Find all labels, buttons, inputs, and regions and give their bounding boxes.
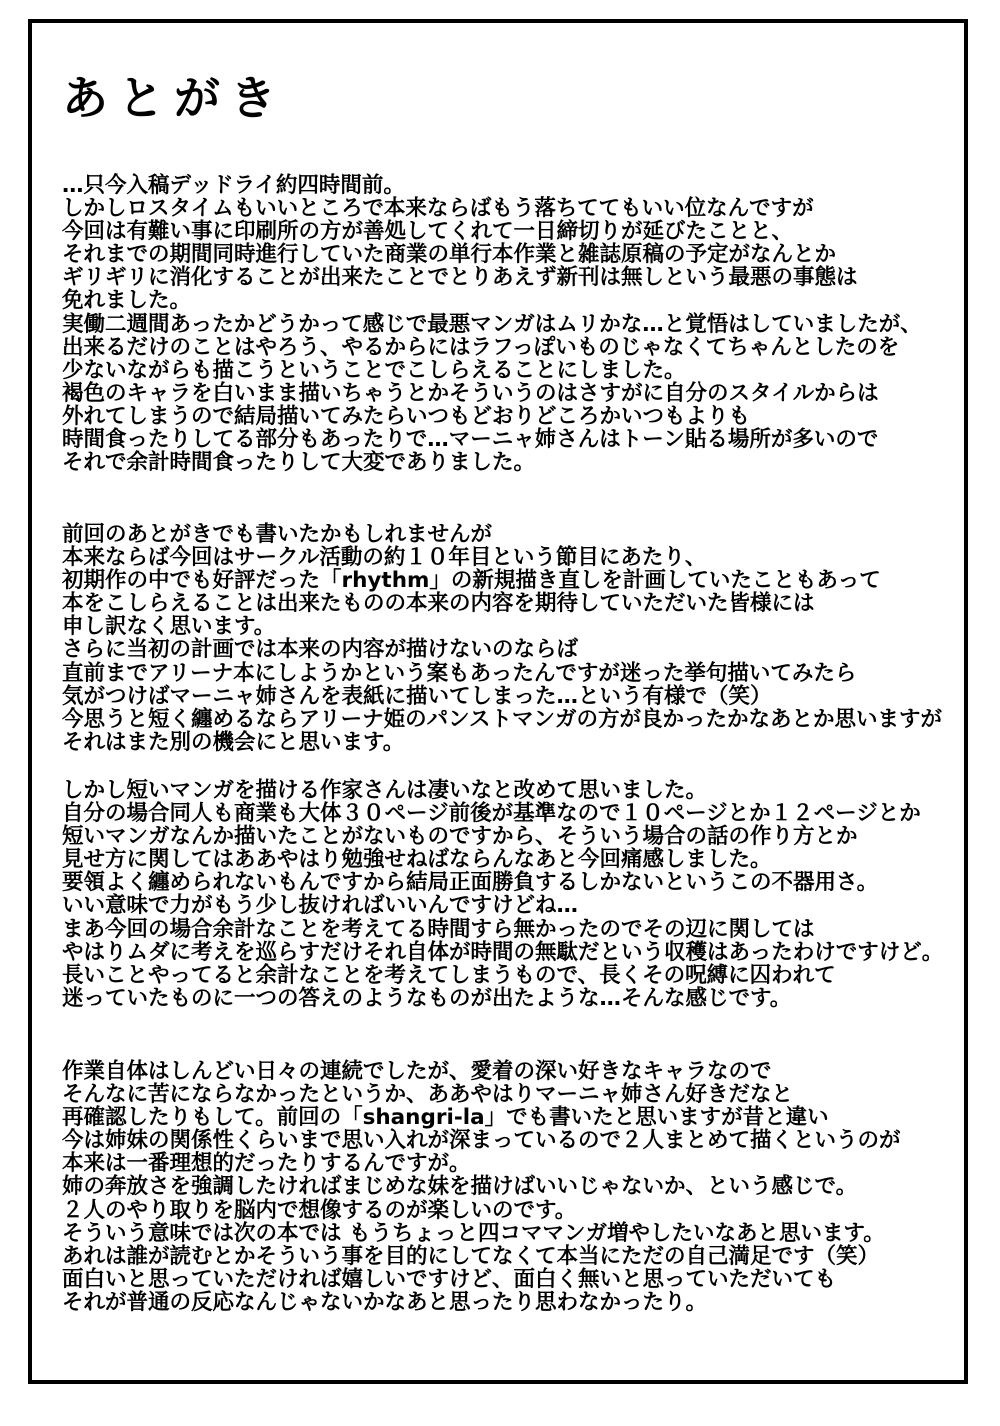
text-line: まあ今回の場合余計なことを考えてる時間すら無かったのでその辺に関しては <box>62 916 815 942</box>
text-line: 再確認したりもして。前回の「shangri-la」でも書いたと思いますが昔と違い <box>62 1105 829 1131</box>
text-line: 本をこしらえることは出来たものの本来の内容を期待していただいた皆様には <box>62 591 815 617</box>
text-line: 褐色のキャラを白いまま描いちゃうとかそういうのはさすがに自分のスタイルからは <box>62 380 879 406</box>
text-line: 面白いと思っていただければ嬉しいですけど、面白く無いと思っていただいても <box>62 1266 837 1292</box>
text-line: あれは誰が読むとかそういう事を目的にしてなくて本当にただの自己満足です（笑） <box>62 1243 880 1269</box>
paragraph-3 <box>62 779 943 1010</box>
text-line: さらに当初の計画では本来の内容が描けないのならば <box>62 637 579 663</box>
text-line: それで余計時間食ったりして大変でありました。 <box>62 450 536 476</box>
paragraph-2 <box>62 523 942 754</box>
text-line: そういう意味では次の本では もうちょっと四コママンガ増やしたいなあと思います。 <box>62 1220 885 1246</box>
text-line: 迷っていたものに一つの答えのようなものが出たような…そんな感じです。 <box>62 985 792 1011</box>
text-line: 外れてしまうので結局描いてみたらいつもどおりどころかいつもよりも <box>62 403 751 429</box>
text-line: 見せ方に関してはああやはり勉強せねばならんなあと今回痛感しました。 <box>62 847 772 873</box>
text-line: 気がつけばマーニャ姉さんを表紙に描いてしまった…という有様で（笑） <box>62 683 772 709</box>
text-line: それまでの期間同時進行していた商業の単行本作業と雑誌原稿の予定がなんとか <box>62 242 837 268</box>
text-line: そんなに苦にならなかったというか、ああやはりマーニャ姉さん好きだなと <box>62 1082 794 1108</box>
text-line: 実働二週間あったかどうかって感じで最悪マンガはムリかな…と覚悟はしていましたが、 <box>62 311 922 337</box>
text-line: 免れました。 <box>62 288 192 314</box>
text-line: 長いことやってると余計なことを考えてしまうもので、長くその呪縛に囚われて <box>62 962 836 988</box>
paragraph-4 <box>62 1060 901 1314</box>
text-line: やはりムダに考えを巡らすだけそれ自体が時間の無駄だという収穫はあったわけですけど。 <box>62 939 944 965</box>
text-line: 少ないながらも描こうということでこしらえることにしました。 <box>62 357 686 383</box>
text-line: しかし短いマンガを描ける作家さんは凄いなと改めて思いました。 <box>62 778 708 803</box>
text-line: 作業自体はしんどい日々の連続でしたが、愛着の深い好きなキャラなので <box>62 1059 772 1084</box>
text-line: それが普通の反応なんじゃないかなあと思ったり思わなかったり。 <box>62 1289 708 1315</box>
text-line: いい意味で力がもう少し抜ければいいんですけどね… <box>62 893 579 919</box>
page-title: あとがき <box>62 71 286 125</box>
text-line: 今回は有難い事に印刷所の方が善処してくれて一日締切りが延びたことと、 <box>62 219 794 245</box>
text-line: 直前までアリーナ本にしようかという案もあったんですが迷った挙句描いてみたら <box>62 660 857 686</box>
text-line: 自分の場合同人も商業も大体３０ページ前後が基準なので１０ページとか１２ページとか <box>62 801 921 827</box>
text-line: 今は姉妹の関係性くらいまで思い入れが深まっているので２人まとめて描くというのが <box>62 1128 901 1154</box>
text-line: 今思うと短く纏めるならアリーナ姫のパンストマンガの方が良かったかなあとか思いますが <box>62 706 942 732</box>
text-line: ２人のやり取りを脳内で想像するのが楽しいのです。 <box>62 1197 577 1223</box>
paragraph-1 <box>62 174 922 474</box>
text-line: 前回のあとがきでも書いたかもしれませんが <box>62 522 493 547</box>
text-line: ギリギリに消化することが出来たことでとりあえず新刊は無しという最悪の事態は <box>62 265 858 291</box>
text-line: 短いマンガなんか描いたことがないものですから、そういう場合の話の作り方とか <box>62 824 858 850</box>
text-line: …只今入稿デッドライ約四時間前。 <box>62 173 405 198</box>
text-line: 本来ならば今回はサークル活動の約１０年目という節目にあたり、 <box>62 545 707 571</box>
text-line: 初期作の中でも好評だった「rhythm」の新規描き直しを計画していたこともあって <box>62 568 881 594</box>
text-line: 時間食ったりしてる部分もあったりで…マーニャ姉さんはトーン貼る場所が多いので <box>62 427 879 453</box>
text-line: 要領よく纏められないもんですから結局正面勝負するしかないというこの不器用さ。 <box>62 870 879 896</box>
text-line: 本来は一番理想的だったりするんですが。 <box>62 1151 471 1177</box>
text-line: しかしロスタイムもいいところで本来ならばもう落ちててもいい位なんですが <box>62 196 814 222</box>
text-line: 出来るだけのことはやろう、やるからにはラフっぽいものじゃなくてちゃんとしたのを <box>62 334 900 360</box>
text-line: それはまた別の機会にと思います。 <box>62 729 405 755</box>
text-line: 申し訳なく思います。 <box>62 614 276 640</box>
text-line: 姉の奔放さを強調したければまじめな妹を描けばいいじゃないか、という感じで。 <box>62 1174 858 1200</box>
